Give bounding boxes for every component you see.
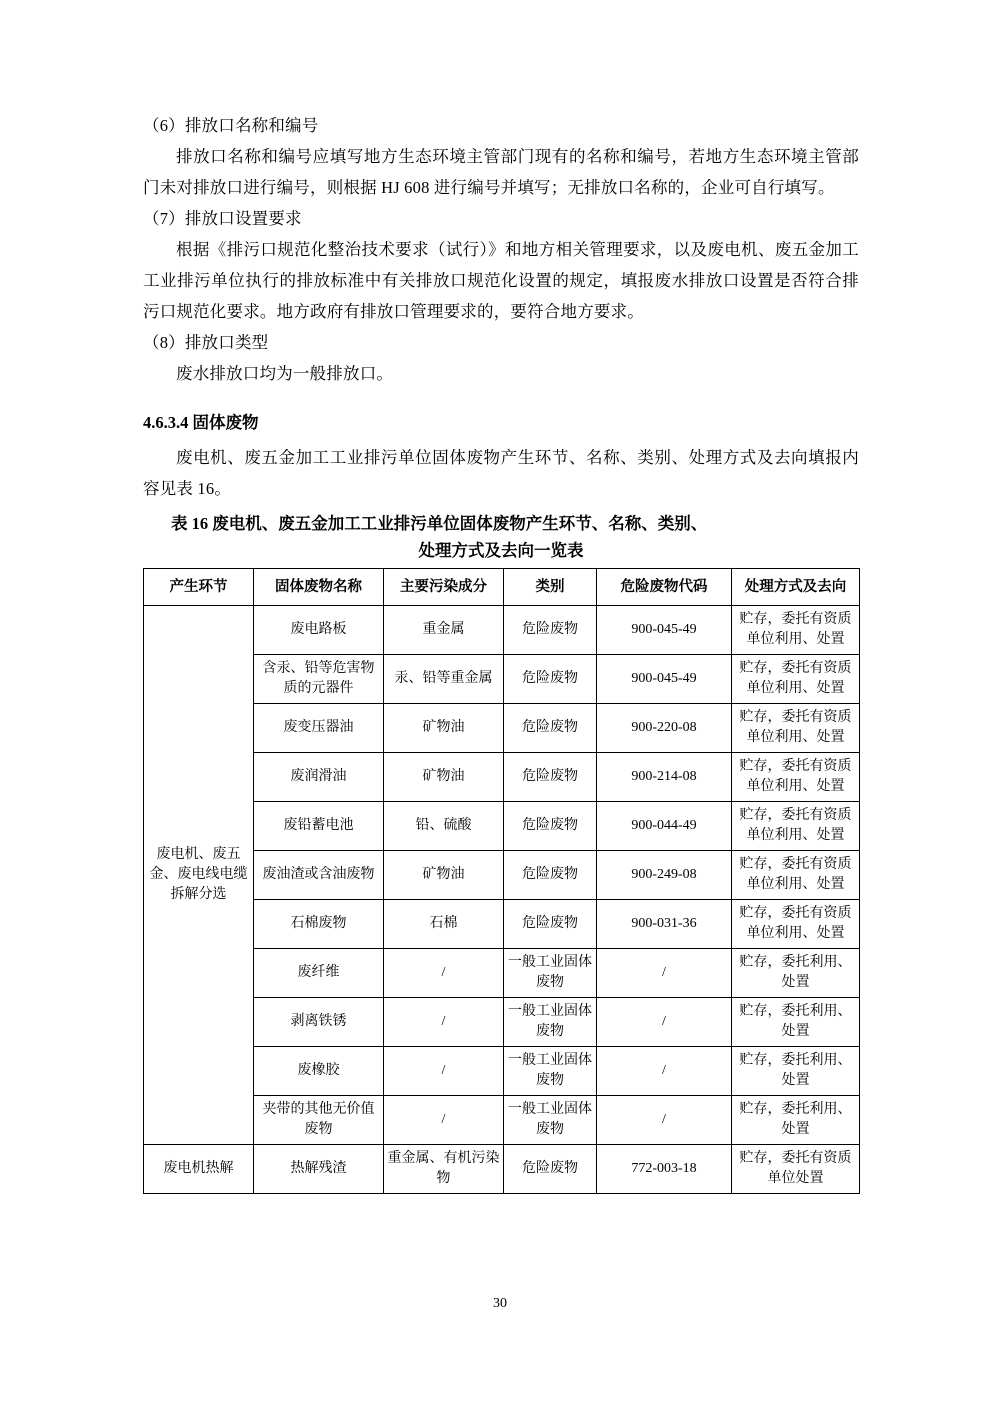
table-cell-stage-group1: 废电机、废五金、废电线电缆拆解分选	[144, 606, 254, 1145]
table-cell-category: 危险废物	[504, 606, 597, 655]
table-cell-pollutant: 重金属	[384, 606, 504, 655]
table-cell-code: /	[597, 1047, 732, 1096]
table-cell-category: 危险废物	[504, 900, 597, 949]
table-cell-disposal: 贮存，委托利用、处置	[732, 1096, 860, 1145]
table-cell-pollutant: 重金属、有机污染物	[384, 1145, 504, 1194]
table-cell-disposal: 贮存，委托有资质单位利用、处置	[732, 655, 860, 704]
table-cell-disposal: 贮存，委托有资质单位利用、处置	[732, 802, 860, 851]
table-cell-category: 危险废物	[504, 655, 597, 704]
table-cell-pollutant: 矿物油	[384, 704, 504, 753]
table-cell-code: 900-045-49	[597, 606, 732, 655]
table-cell-code: /	[597, 949, 732, 998]
table-cell-waste-name: 剥离铁锈	[254, 998, 384, 1047]
table-cell-category: 危险废物	[504, 753, 597, 802]
table-cell-disposal: 贮存，委托有资质单位利用、处置	[732, 606, 860, 655]
table-cell-code: 900-249-08	[597, 851, 732, 900]
table-header-waste-name: 固体废物名称	[254, 569, 384, 606]
page-content	[143, 110, 859, 1194]
table-cell-pollutant: /	[384, 1096, 504, 1145]
table-caption-line1: 表 16 废电机、废五金加工工业排污单位固体废物产生环节、名称、类别、	[171, 514, 708, 533]
paragraph-outlet-type-heading: （8）排放口类型	[143, 333, 269, 352]
table-cell-waste-name: 废纤维	[254, 949, 384, 998]
table-caption-line2: 处理方式及去向一览表	[418, 541, 584, 560]
table-cell-pollutant: 矿物油	[384, 851, 504, 900]
table-caption	[143, 510, 859, 564]
table-cell-waste-name: 废电路板	[254, 606, 384, 655]
table-cell-disposal: 贮存，委托有资质单位利用、处置	[732, 704, 860, 753]
table-cell-waste-name: 石棉废物	[254, 900, 384, 949]
table-cell-waste-name: 废铅蓄电池	[254, 802, 384, 851]
table-cell-category: 危险废物	[504, 851, 597, 900]
table-cell-code: /	[597, 998, 732, 1047]
table-row	[144, 1145, 860, 1194]
solid-waste-table	[143, 568, 860, 1194]
table-cell-waste-name: 热解残渣	[254, 1145, 384, 1194]
table-cell-category: 一般工业固体废物	[504, 949, 597, 998]
table-cell-pollutant: 铅、硫酸	[384, 802, 504, 851]
table-cell-category: 危险废物	[504, 1145, 597, 1194]
table-cell-pollutant: /	[384, 949, 504, 998]
section-heading-solid-waste: 4.6.3.4 固体废物	[143, 413, 259, 432]
table-cell-disposal: 贮存，委托利用、处置	[732, 998, 860, 1047]
table-header-stage: 产生环节	[144, 569, 254, 606]
table-cell-category: 一般工业固体废物	[504, 998, 597, 1047]
table-cell-code: 772-003-18	[597, 1145, 732, 1194]
table-cell-pollutant: /	[384, 1047, 504, 1096]
table-cell-waste-name: 夹带的其他无价值废物	[254, 1096, 384, 1145]
table-header-disposal: 处理方式及去向	[732, 569, 860, 606]
paragraph-outlet-setup-heading: （7）排放口设置要求	[143, 209, 302, 228]
table-cell-pollutant: 矿物油	[384, 753, 504, 802]
table-cell-disposal: 贮存，委托有资质单位利用、处置	[732, 851, 860, 900]
table-cell-disposal: 贮存，委托有资质单位处置	[732, 1145, 860, 1194]
table-cell-waste-name: 废橡胶	[254, 1047, 384, 1096]
table-cell-category: 一般工业固体废物	[504, 1047, 597, 1096]
table-cell-waste-name: 废润滑油	[254, 753, 384, 802]
table-cell-pollutant: 汞、铅等重金属	[384, 655, 504, 704]
table-cell-code: /	[597, 1096, 732, 1145]
paragraph-outlet-name-heading: （6）排放口名称和编号	[143, 116, 319, 135]
table-cell-waste-name: 废变压器油	[254, 704, 384, 753]
table-cell-disposal: 贮存，委托利用、处置	[732, 949, 860, 998]
paragraph-outlet-type-body: 废水排放口均为一般排放口。	[176, 364, 394, 383]
table-row	[144, 606, 860, 655]
table-header-row	[144, 569, 860, 606]
table-cell-waste-name: 含汞、铅等危害物质的元器件	[254, 655, 384, 704]
table-cell-disposal: 贮存，委托利用、处置	[732, 1047, 860, 1096]
table-cell-category: 一般工业固体废物	[504, 1096, 597, 1145]
table-cell-code: 900-220-08	[597, 704, 732, 753]
table-cell-disposal: 贮存，委托有资质单位利用、处置	[732, 753, 860, 802]
table-cell-waste-name: 废油渣或含油废物	[254, 851, 384, 900]
table-cell-category: 危险废物	[504, 704, 597, 753]
table-cell-pollutant: /	[384, 998, 504, 1047]
table-cell-code: 900-044-49	[597, 802, 732, 851]
table-cell-stage-group2: 废电机热解	[144, 1145, 254, 1194]
table-cell-code: 900-045-49	[597, 655, 732, 704]
table-cell-code: 900-031-36	[597, 900, 732, 949]
table-cell-category: 危险废物	[504, 802, 597, 851]
paragraph-solid-waste-intro: 废电机、废五金加工工业排污单位固体废物产生环节、名称、类别、处理方式及去向填报内容见表 16。	[143, 448, 859, 498]
table-cell-code: 900-214-08	[597, 753, 732, 802]
page-number: 30	[493, 1296, 507, 1311]
table-header-pollutant: 主要污染成分	[384, 569, 504, 606]
table-cell-disposal: 贮存，委托有资质单位利用、处置	[732, 900, 860, 949]
table-header-category: 类别	[504, 569, 597, 606]
paragraph-outlet-setup-body: 根据《排污口规范化整治技术要求（试行）》和地方相关管理要求，以及废电机、废五金加工工业排污单位执行的排放标准中有关排放口规范化设置的规定，填报废水排放口设置是否符合排污口规范化要求。地方政府有排放口管理要求的，要符合地方要求。	[143, 240, 859, 321]
paragraph-outlet-name-body: 排放口名称和编号应填写地方生态环境主管部门现有的名称和编号，若地方生态环境主管部门未对排放口进行编号，则根据 HJ 608 进行编号并填写；无排放口名称的，企业可自行填写。	[143, 147, 859, 197]
table-header-code: 危险废物代码	[597, 569, 732, 606]
table-cell-pollutant: 石棉	[384, 900, 504, 949]
